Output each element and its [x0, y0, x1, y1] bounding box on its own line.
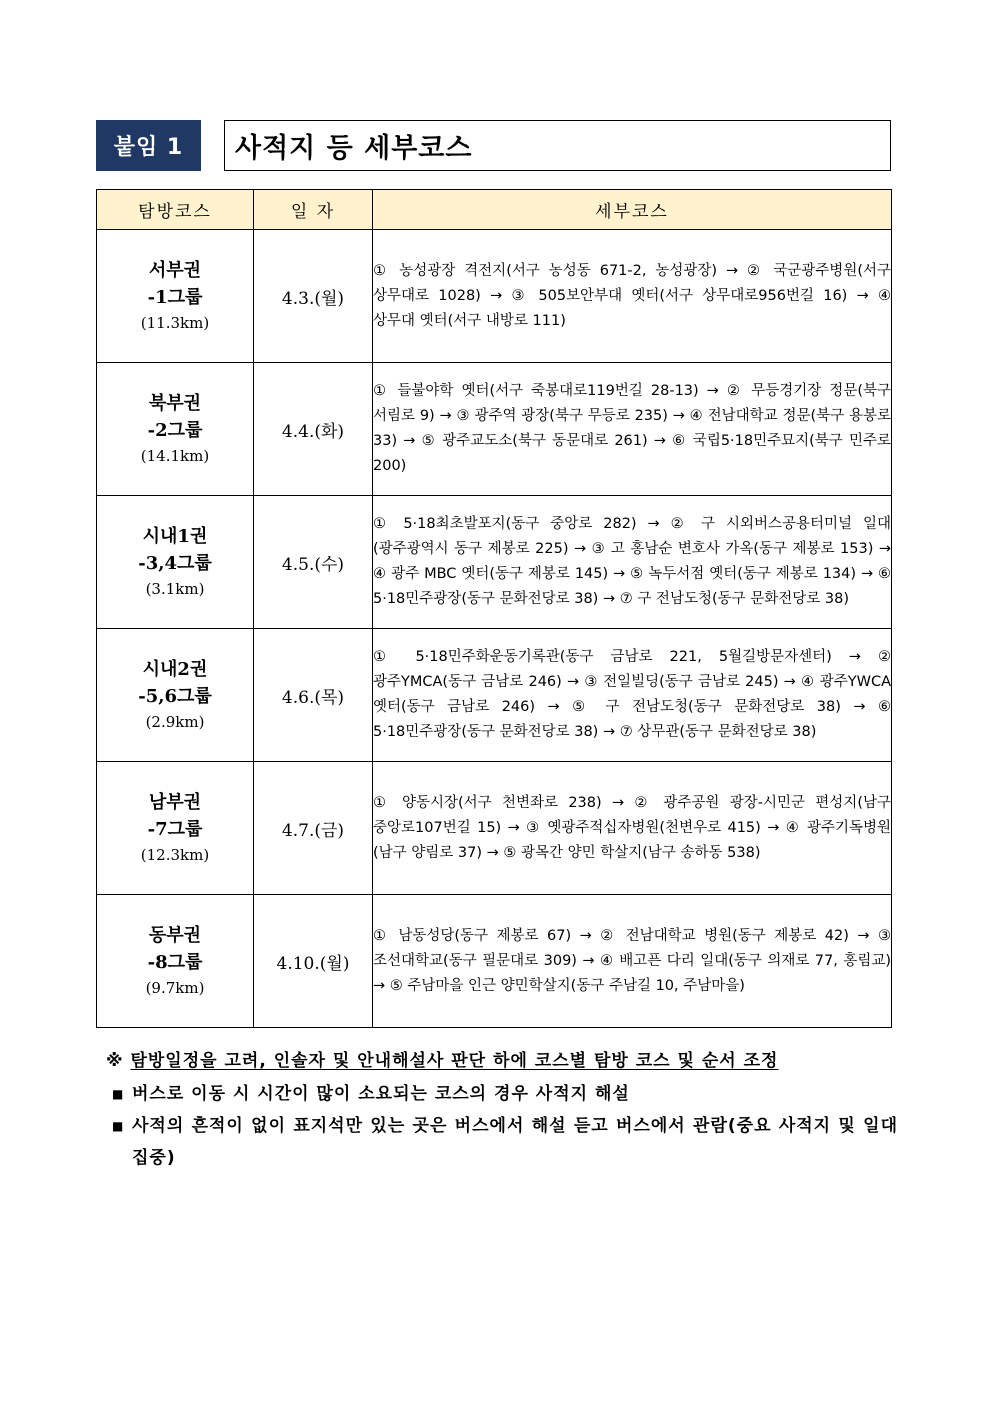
bullet-text: 사적의 흔적이 없이 표지석만 있는 곳은 버스에서 해설 듣고 버스에서 관람(중요 사적지 및 일대 집중) — [132, 1116, 898, 1168]
table-header-row — [97, 190, 892, 230]
region-name: 시내1권 — [142, 526, 208, 547]
list-item — [112, 1078, 898, 1110]
region-cell — [97, 230, 254, 363]
region-name: 북부권 — [148, 393, 202, 414]
region-name: 시내2권 — [142, 659, 208, 680]
detail-cell: ① 남동성당(동구 제봉로 67) → ② 전남대학교 병원(동구 제봉로 42) → ③ 조선대학교(동구 필문대로 309) → ④ 배고픈 다리 일대(동구 의재로 77, 홍림교) → ⑤ 주남마을 인근 양민학살지(동구 주남길 10, 주남마을) — [373, 895, 892, 1028]
region-cell — [97, 363, 254, 496]
region-name: 서부권 — [148, 260, 202, 281]
detail-cell: ① 들불야학 옛터(서구 죽봉대로119번길 28-13) → ② 무등경기장 정문(북구 서림로 9) → ③ 광주역 광장(북구 무등로 235) → ④ 전남대학교 정문(북구 용봉로 33) → ⑤ 광주교도소(북구 동문대로 261) → ⑥ 국립5·18민주묘지(북구 민주로 200) — [373, 363, 892, 496]
header-detail: 세부코스 — [373, 190, 892, 230]
region-distance: (3.1km) — [145, 580, 205, 598]
region-name: 동부권 — [148, 925, 202, 946]
region-group: -2그룹 — [147, 420, 203, 441]
region-distance: (14.1km) — [140, 447, 210, 465]
note-bullets — [112, 1078, 898, 1174]
region-group: -8그룹 — [147, 952, 203, 973]
region-group: -3,4그룹 — [138, 553, 212, 574]
square-bullet-icon: ■ — [112, 1087, 125, 1101]
page-title: 사적지 등 세부코스 — [224, 120, 891, 171]
detail-cell: ① 5·18민주화운동기록관(동구 금남로 221, 5월길방문자센터) → ② 광주YMCA(동구 금남로 246) → ③ 전일빌딩(동구 금남로 245) → ④ 광주YWCA 옛터(동구 금남로 246) → ⑤ 구 전남도청(동구 문화전당로 38) → ⑥ 5·18민주광장(동구 문화전당로 38) → ⑦ 상무관(동구 문화전당로 38) — [373, 629, 892, 762]
region-distance: (9.7km) — [145, 979, 205, 997]
table-row — [97, 363, 892, 496]
date-cell: 4.5.(수) — [254, 496, 373, 629]
note-mark: ※ — [106, 1051, 124, 1071]
table-row — [97, 895, 892, 1028]
attachment-badge: 붙임 1 — [96, 120, 201, 171]
detail-cell: ① 5·18최초발포지(동구 중앙로 282) → ② 구 시외버스공용터미널 일대(광주광역시 동구 제봉로 225) → ③ 고 홍남순 변호사 가옥(동구 제봉로 153) → ④ 광주 MBC 옛터(동구 제봉로 145) → ⑤ 녹두서점 옛터(동구 제봉로 134) → ⑥ 5·18민주광장(동구 문화전당로 38) → ⑦ 구 전남도청(동구 문화전당로 38) — [373, 496, 892, 629]
date-cell: 4.3.(월) — [254, 230, 373, 363]
region-group: -7그룹 — [147, 819, 203, 840]
date-cell: 4.6.(목) — [254, 629, 373, 762]
date-cell: 4.4.(화) — [254, 363, 373, 496]
date-cell: 4.7.(금) — [254, 762, 373, 895]
region-distance: (12.3km) — [140, 846, 210, 864]
region-group: -5,6그룹 — [138, 686, 212, 707]
table-row — [97, 629, 892, 762]
region-cell — [97, 496, 254, 629]
date-cell: 4.10.(월) — [254, 895, 373, 1028]
region-name: 남부권 — [148, 792, 202, 813]
region-cell — [97, 762, 254, 895]
region-cell — [97, 895, 254, 1028]
square-bullet-icon: ■ — [112, 1119, 125, 1133]
table-row — [97, 230, 892, 363]
header-course: 탐방코스 — [97, 190, 254, 230]
title-row — [96, 120, 891, 171]
schedule-note — [106, 1046, 896, 1071]
region-distance: (11.3km) — [140, 314, 210, 332]
course-table — [96, 189, 892, 1028]
table-row — [97, 496, 892, 629]
bullet-text: 버스로 이동 시 시간이 많이 소요되는 코스의 경우 사적지 해설 — [132, 1084, 630, 1104]
detail-cell: ① 농성광장 격전지(서구 농성동 671-2, 농성광장) → ② 국군광주병원(서구 상무대로 1028) → ③ 505보안부대 옛터(서구 상무대로956번길 16) → ④ 상무대 옛터(서구 내방로 111) — [373, 230, 892, 363]
list-item — [112, 1110, 898, 1174]
detail-cell: ① 양동시장(서구 천변좌로 238) → ② 광주공원 광장-시민군 편성지(남구 중앙로107번길 15) → ③ 옛광주적십자병원(천변우로 415) → ④ 광주기독병원(남구 양림로 37) → ⑤ 광목간 양민 학살지(남구 송하동 538) — [373, 762, 892, 895]
header-date: 일 자 — [254, 190, 373, 230]
region-group: -1그룹 — [147, 287, 203, 308]
note-text: 탐방일정을 고려, 인솔자 및 안내해설사 판단 하에 코스별 탐방 코스 및 순서 조정 — [130, 1051, 779, 1071]
region-cell — [97, 629, 254, 762]
region-distance: (2.9km) — [145, 713, 205, 731]
table-row — [97, 762, 892, 895]
